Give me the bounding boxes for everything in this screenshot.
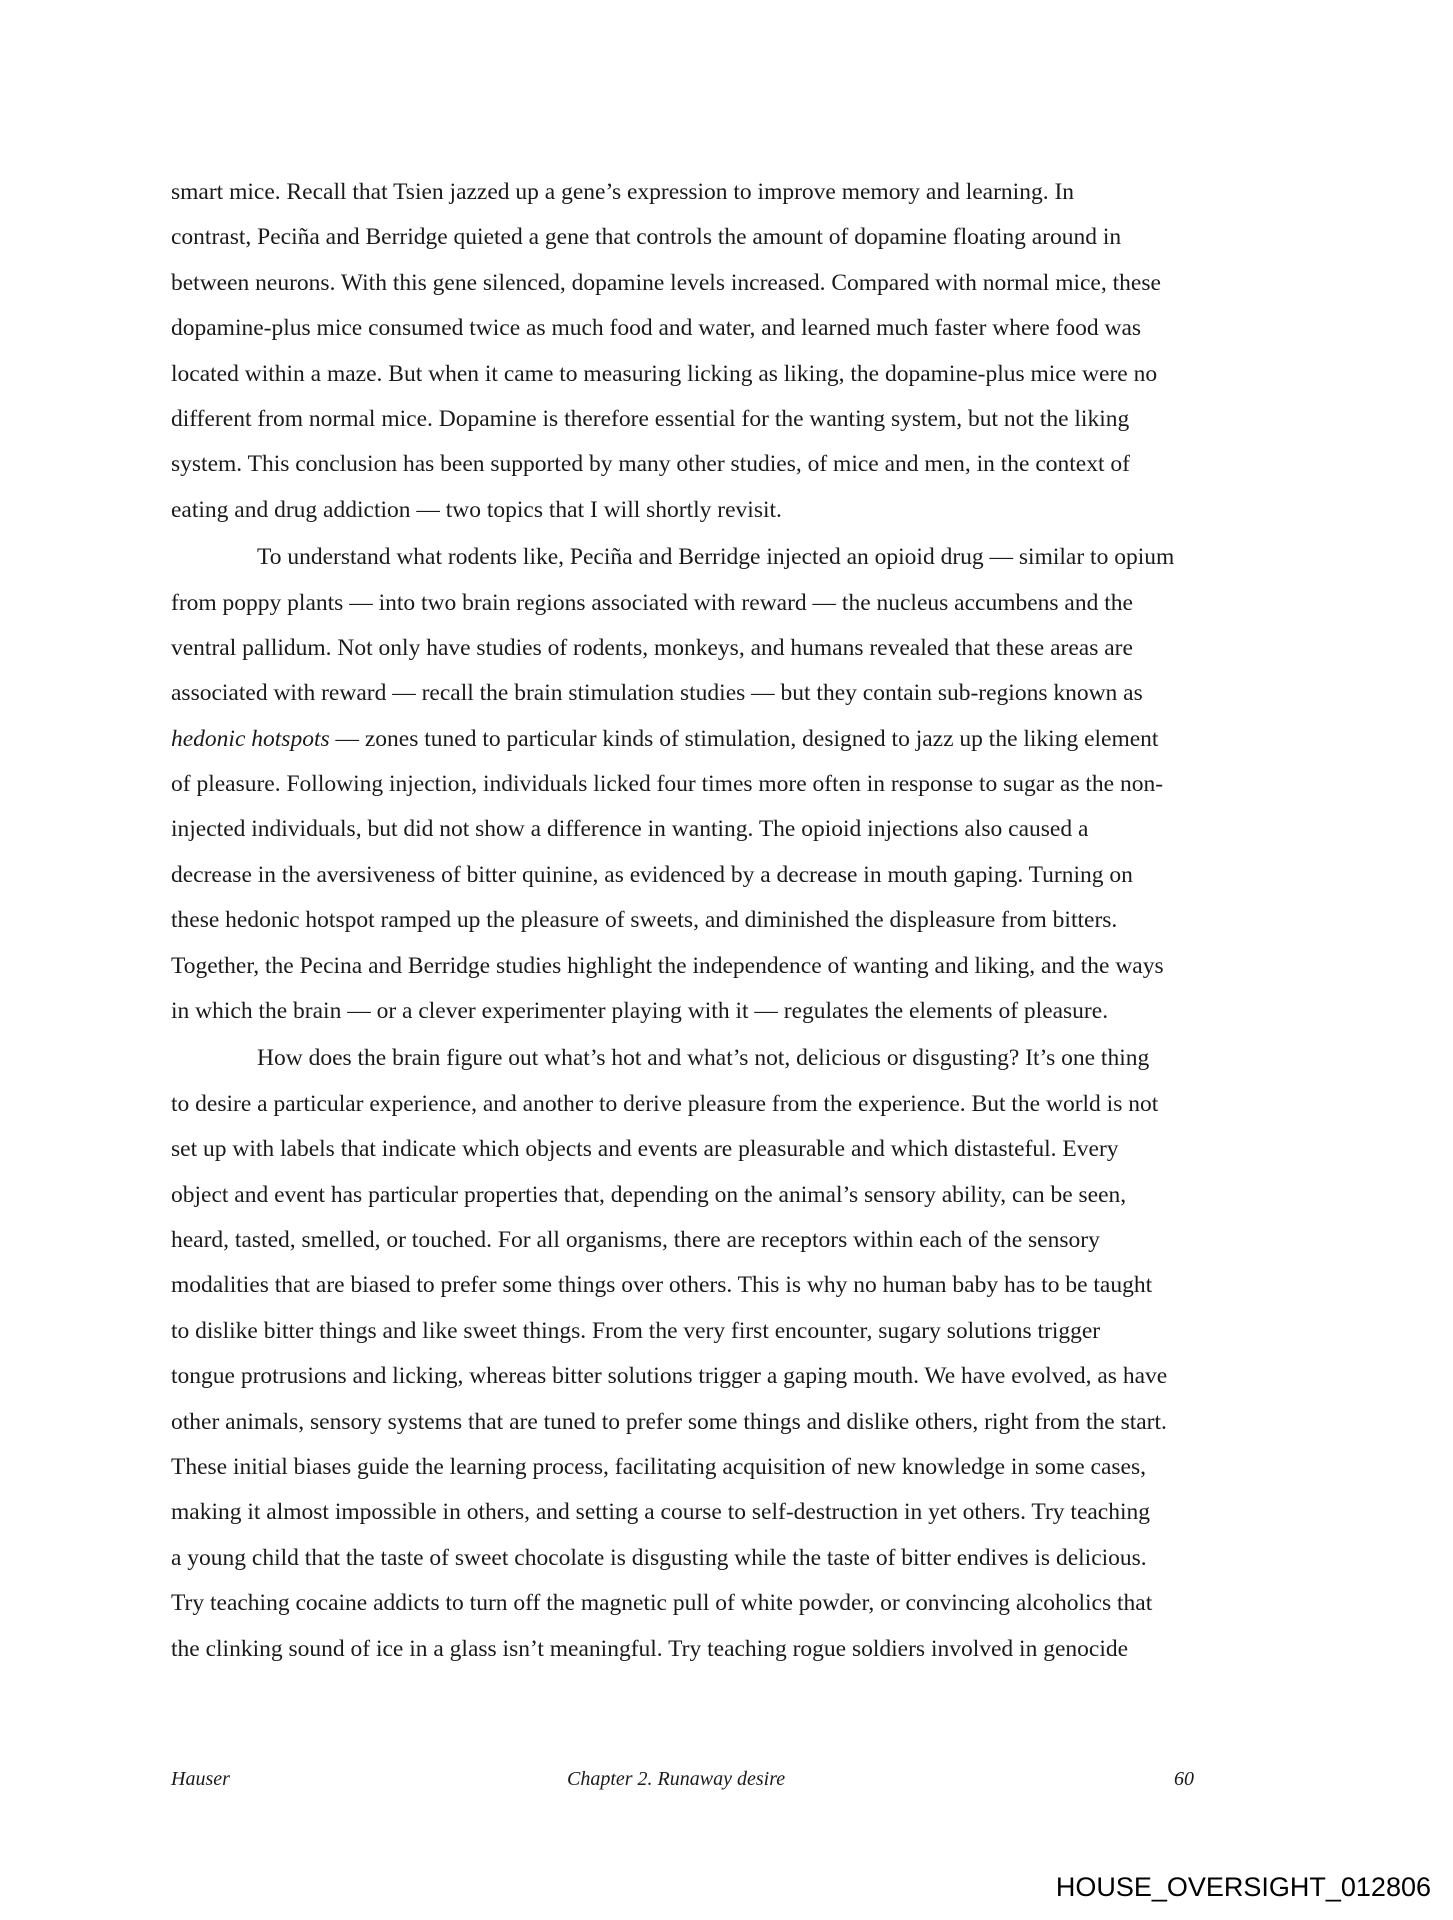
footer-page-number: 60 [1174,1768,1194,1790]
text-line: in which the brain — or a clever experimenter playing with it — regulates the elements of pleasure. [171,998,1109,1025]
text-line: Together, the Pecina and Berridge studies highlight the independence of wanting and liking, and the ways [171,952,1164,979]
text-line: To understand what rodents like, Peciña and Berridge injected an opioid drug — similar to opium [257,544,1175,571]
bates-stamp: HOUSE_OVERSIGHT_012806 [1055,1872,1431,1902]
text-line: located within a maze. But when it came to measuring licking as liking, the dopamine-plus mice were no [171,360,1158,387]
text-line: a young child that the taste of sweet chocolate is disgusting while the taste of bitter endives is delicious. [171,1544,1147,1571]
text-line: other animals, sensory systems that are tuned to prefer some things and dislike others, right from the start. [171,1408,1167,1435]
text-line: dopamine-plus mice consumed twice as much food and water, and learned much faster where food was [171,315,1142,342]
text-line: object and event has particular properties that, depending on the animal’s sensory ability, can be seen, [171,1181,1127,1208]
text-line: of pleasure. Following injection, individuals licked four times more often in response to sugar as the non- [171,771,1164,798]
text-line: ventral pallidum. Not only have studies of rodents, monkeys, and humans revealed that these areas are [171,634,1133,661]
text-line: How does the brain figure out what’s hot and what’s not, delicious or disgusting? It’s one thing [257,1045,1150,1072]
text-line: eating and drug addiction — two topics that I will shortly revisit. [171,496,782,523]
footer-chapter: Chapter 2. Runaway desire [567,1768,786,1790]
body-text [171,170,1311,1672]
text-line: making it almost impossible in others, and setting a course to self-destruction in yet others. Try teaching [171,1499,1151,1526]
text-line: associated with reward — recall the brain stimulation studies — but they contain sub-regions known as [171,680,1143,707]
text-line: from poppy plants — into two brain regions associated with reward — the nucleus accumbens and the [171,589,1133,616]
text-line: smart mice. Recall that Tsien jazzed up a gene’s expression to improve memory and learning. In [171,179,1075,205]
text-line: to dislike bitter things and like sweet things. From the very first encounter, sugary solutions trigger [171,1317,1101,1344]
text-line: between neurons. With this gene silenced, dopamine levels increased. Compared with normal mice, these [171,269,1161,296]
text-line: tongue protrusions and licking, whereas bitter solutions trigger a gaping mouth. We have evolved, as have [171,1363,1168,1390]
text-line: injected individuals, but did not show a difference in wanting. The opioid injections also caused a [171,816,1089,843]
text-line: contrast, Peciña and Berridge quieted a gene that controls the amount of dopamine floating around in [171,224,1122,251]
text-line: the clinking sound of ice in a glass isn’t meaningful. Try teaching rogue soldiers involved in genocide [171,1635,1129,1662]
text-line: decrease in the aversiveness of bitter quinine, as evidenced by a decrease in mouth gaping. Turning on [171,861,1133,888]
text-line: Try teaching cocaine addicts to turn off the magnetic pull of white powder, or convincing alcoholics that [171,1590,1153,1617]
footer-author: Hauser [171,1768,230,1790]
text-line [171,717,1311,762]
text-line: These initial biases guide the learning process, facilitating acquisition of new knowledge in some cases, [171,1453,1146,1480]
italic-term: hedonic hotspots [171,725,330,752]
text-line: system. This conclusion has been supported by many other studies, of mice and men, in the context of [171,451,1130,478]
text-segment: — zones tuned to particular kinds of stimulation, designed to jazz up the liking element [329,725,1159,752]
text-line: these hedonic hotspot ramped up the pleasure of sweets, and diminished the displeasure from bitters. [171,907,1118,934]
text-line: to desire a particular experience, and another to derive pleasure from the experience. But the world is not [171,1090,1159,1117]
text-line: different from normal mice. Dopamine is therefore essential for the wanting system, but not the liking [171,405,1130,432]
text-line: set up with labels that indicate which objects and events are pleasurable and which distasteful. Every [171,1136,1119,1163]
text-line: modalities that are biased to prefer some things over others. This is why no human baby has to be taught [171,1272,1153,1299]
text-line: heard, tasted, smelled, or touched. For all organisms, there are receptors within each of the sensory [171,1226,1100,1253]
